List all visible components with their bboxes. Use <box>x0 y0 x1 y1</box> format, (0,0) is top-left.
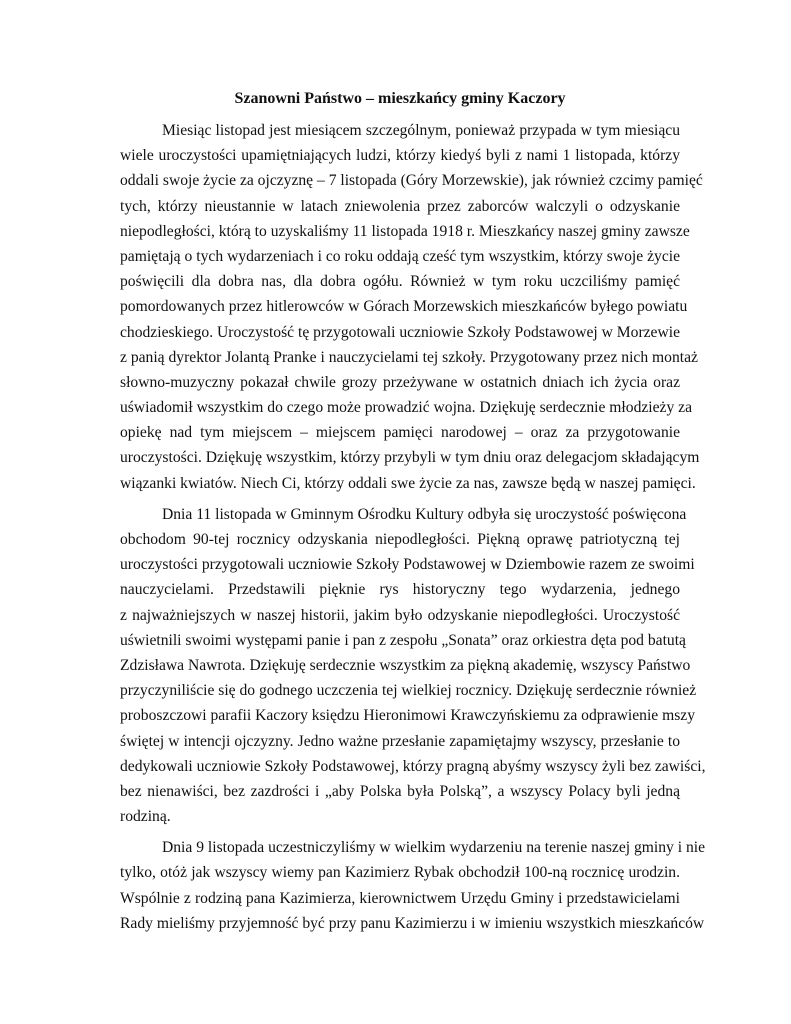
body-paragraph-1 <box>120 118 703 496</box>
paragraph-line: tylko, otóż jak wszyscy wiemy pan Kazimierz Rybak obchodził 100-ną rocznicę urodzin. <box>120 864 680 882</box>
paragraph-line: pamiętają o tych wydarzeniach i co roku oddają cześć tym wszystkim, którzy swoje życie <box>120 247 680 265</box>
paragraph-line: świętej w intencji ojczyzny. Jedno ważne przesłanie zapamiętajmy wszyscy, przesłanie to <box>120 732 680 750</box>
paragraph-line: Dnia 9 listopada uczestniczyliśmy w wielkim wydarzeniu na terenie naszej gminy i nie <box>162 839 706 857</box>
paragraph-line: nauczycielami. Przedstawili pięknie rys historyczny tego wydarzenia, jednego <box>120 581 680 599</box>
paragraph-line: uświadomił wszystkim do czego może prowadzić wojna. Dziękuję serdecznie młodzieży za <box>120 399 692 417</box>
paragraph-line: pomordowanych przez hitlerowców w Górach Morzewskich mieszkańców byłego powiatu <box>120 298 688 316</box>
paragraph-line: proboszczowi parafii Kaczory księdzu Hieronimowi Krawczyńskiemu za odprawienie mszy <box>120 707 696 725</box>
paragraph-line: poświęcili dla dobra nas, dla dobra ogółu. Również w tym roku uczciliśmy pamięć <box>120 273 680 291</box>
paragraph-line: Zdzisława Nawrota. Dziękuję serdecznie wszystkim za piękną akademię, wszyscy Państwo <box>120 656 691 674</box>
paragraph-line: tych, którzy nieustannie w latach zniewolenia przez zaborców walczyli o odzyskanie <box>120 197 680 215</box>
paragraph-line: Rady mieliśmy przyjemność być przy panu Kazimierzu i w imieniu wszystkich mieszkańców <box>120 914 705 932</box>
paragraph-line: chodzieskiego. Uroczystość tę przygotowali uczniowie Szkoły Podstawowej w Morzewie <box>120 323 680 341</box>
paragraph-line: opiekę nad tym miejscem – miejscem pamięci narodowej – oraz za przygotowanie <box>120 424 680 442</box>
paragraph-line: wiele uroczystości upamiętniających ludzi, którzy kiedyś byli z nami 1 listopada, którzy <box>120 147 680 165</box>
document-title: Szanowni Państwo – mieszkańcy gminy Kaczory <box>234 90 566 107</box>
paragraph-line: Miesiąc listopad jest miesiącem szczególnym, ponieważ przypada w tym miesiącu <box>162 122 680 139</box>
body-paragraph-3 <box>120 835 706 936</box>
paragraph-line: dedykowali uczniowie Szkoły Podstawowej, którzy pragną abyśmy wszyscy żyli bez zawiści, <box>120 757 706 775</box>
document-body <box>120 86 706 942</box>
paragraph-line: bez nienawiści, bez zazdrości i „aby Polska była Polską”, a wszyscy Polacy byli jedną <box>120 782 680 800</box>
paragraph-line: Dnia 11 listopada w Gminnym Ośrodku Kultury odbyła się uroczystość poświęcona <box>162 505 687 523</box>
paragraph-line: obchodom 90-tej rocznicy odzyskania niepodległości. Piękną oprawę patriotyczną tej <box>120 531 680 548</box>
paragraph-container <box>120 118 706 936</box>
paragraph-line: przyczyniliście się do godnego uczczenia tej wielkiej rocznicy. Dziękuję serdecznie również <box>120 682 697 700</box>
paragraph-line: oddali swoje życie za ojczyznę – 7 listopada (Góry Morzewskie), jak również czcimy pamięć <box>120 172 703 190</box>
paragraph-line: uświetnili swoimi występami panie i pan z zespołu „Sonata” oraz orkiestra dęta pod batutą <box>120 631 686 649</box>
paragraph-line: wiązanki kwiatów. Niech Ci, którzy oddali swe życie za nas, zawsze będą w naszej pamięci. <box>120 474 696 492</box>
paragraph-line: rodziną. <box>120 808 171 826</box>
paragraph-line: Wspólnie z rodziną pana Kazimierza, kierownictwem Urzędu Gminy i przedstawicielami <box>120 889 680 907</box>
paragraph-line: uroczystości. Dziękuję wszystkim, którzy przybyli w tym dniu oraz delegacjom składającym <box>120 449 700 467</box>
paragraph-line: słowno-muzyczny pokazał chwile grozy przeżywane w ostatnich dniach ich życia oraz <box>120 373 680 391</box>
paragraph-line: z najważniejszych w naszej historii, jakim było odzyskanie niepodległości. Uroczystość <box>120 606 680 624</box>
paragraph-line: niepodległości, którą to uzyskaliśmy 11 listopada 1918 r. Mieszkańcy naszej gminy zawsze <box>120 222 690 240</box>
body-paragraph-2 <box>120 502 706 829</box>
paragraph-line: uroczystości przygotowali uczniowie Szkoły Podstawowej w Dziembowie razem ze swoimi <box>120 556 695 574</box>
paragraph-line: z panią dyrektor Jolantą Pranke i nauczycielami tej szkoły. Przygotowany przez nich montaż <box>120 348 698 366</box>
